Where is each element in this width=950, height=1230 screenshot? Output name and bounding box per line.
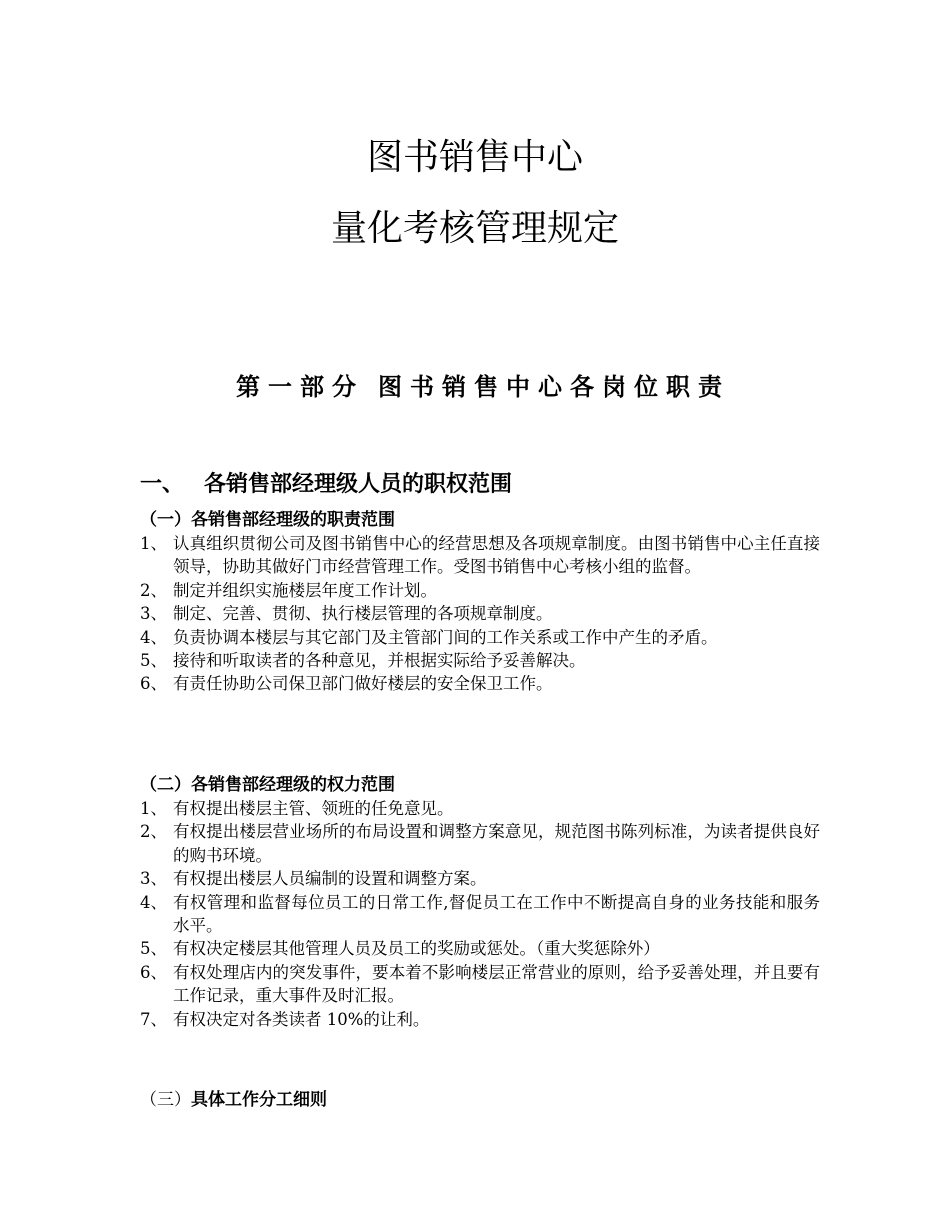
part-heading-title: 图书销售中心各岗位职责: [378, 372, 730, 401]
duties-list: [140, 532, 820, 696]
list-item-text: 有权处理店内的突发事件，要本着不影响楼层正常营业的原则，给予妥善处理，并且要有工作记录，重大事件及时汇报。: [173, 962, 820, 1006]
subsection-heading-powers: （二）各销售部经理级的权力范围: [140, 775, 395, 795]
list-item-text: 制定、完善、贯彻、执行楼层管理的各项规章制度。: [173, 604, 553, 624]
list-item-text: 有权提出楼层人员编制的设置和调整方案。: [173, 869, 487, 889]
section-heading: [140, 470, 512, 500]
list-item-text: 有权提出楼层主管、领班的任免意见。: [173, 799, 454, 818]
list-item: [140, 532, 820, 579]
list-item: [140, 797, 820, 820]
list-item-number: 4、: [140, 627, 167, 647]
list-item-text: 制定并组织实施楼层年度工作计划。: [173, 580, 437, 600]
list-item: [140, 649, 820, 672]
list-item-text: 有权管理和监督每位员工的日常工作,督促员工在工作中不断提高自身的业务技能和服务水平。: [173, 892, 820, 936]
list-item-number: 5、: [140, 651, 167, 671]
subsection-heading-work-division: [140, 1088, 327, 1112]
part-heading: [0, 371, 950, 403]
list-item-number: 3、: [140, 604, 167, 624]
list-item-text: 接待和听取读者的各种意见，并根据实际给予妥善解决。: [173, 651, 586, 671]
list-item-number: 3、: [140, 869, 167, 889]
subsection-heading-number: （三）: [140, 1090, 191, 1110]
section-heading-number: 一、: [140, 472, 185, 497]
list-item: [140, 1008, 820, 1031]
list-item-number: 4、: [140, 892, 167, 912]
list-item: [140, 672, 820, 695]
list-item-number: 2、: [140, 822, 167, 842]
list-item-number: 1、: [140, 534, 167, 553]
list-item-text: 有责任协助公司保卫部门做好楼层的安全保卫工作。: [173, 674, 553, 694]
list-item: [140, 937, 820, 960]
list-item: [140, 579, 820, 602]
list-item: [140, 867, 820, 890]
list-item: [140, 891, 820, 938]
list-item-number: 1、: [140, 799, 167, 818]
subsection-heading-duties: （一）各销售部经理级的职责范围: [140, 510, 395, 530]
list-item-text: 负责协调本楼层与其它部门及主管部门间的工作关系或工作中产生的矛盾。: [173, 627, 718, 647]
list-item-number: 2、: [140, 580, 167, 600]
subsection-heading-text: 具体工作分工细则: [191, 1090, 327, 1110]
list-item-number: 6、: [140, 674, 167, 694]
list-item: [140, 820, 820, 867]
list-item-text: 有权决定楼层其他管理人员及员工的奖励或惩处。（重大奖惩除外）: [173, 939, 660, 959]
list-item-number: 6、: [140, 962, 167, 982]
list-item-text: 有权提出楼层营业场所的布局设置和调整方案意见，规范图书陈列标准，为读者提供良好的购书环境。: [173, 822, 820, 865]
list-item: [140, 961, 820, 1008]
list-item: [140, 602, 820, 625]
document-title-line1: 图书销售中心: [366, 137, 583, 178]
list-item-text: 认真组织贯彻公司及图书销售中心的经营思想及各项规章制度。由图书销售中心主任直接领导，协助其做好门市经营管理工作。受图书销售中心考核小组的监督。: [173, 534, 820, 577]
list-item-number: 5、: [140, 939, 167, 959]
list-item-text: 有权决定对各类读者 10%的让利。: [173, 1009, 430, 1029]
part-heading-number: 第一部分: [236, 372, 364, 401]
list-item: [140, 626, 820, 649]
section-heading-text: 各销售部经理级人员的职权范围: [204, 472, 513, 497]
document-title-line2: 量化考核管理规定: [330, 208, 619, 249]
powers-list: [140, 797, 820, 1031]
list-item-number: 7、: [140, 1009, 167, 1029]
